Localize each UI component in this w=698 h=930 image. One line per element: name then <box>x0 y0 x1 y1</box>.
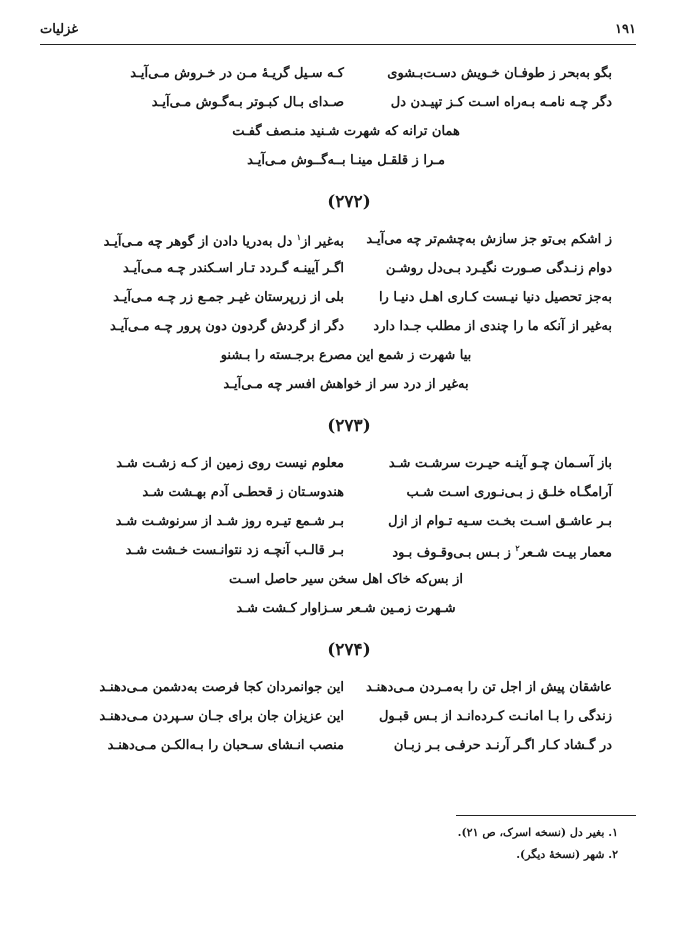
second-hemistich: این عزیزان جان برای جـان سـپردن مـی‌دهنـد <box>99 709 344 724</box>
closing-line: همان ترانه که شهرت شـنید منـصف گفـت <box>232 124 460 139</box>
second-hemistich: صـدای بـال کبـوتر بـه‌گـوش مـی‌آیـد <box>151 95 344 110</box>
couplet <box>0 257 698 286</box>
page-number: ۱۹۱ <box>615 22 636 37</box>
footnote-marker: ۲ <box>515 543 520 553</box>
first-hemistich <box>362 543 612 560</box>
hemistich-part: به‌غیر از <box>301 234 344 250</box>
header-rule <box>40 44 636 45</box>
couplet <box>0 91 698 120</box>
second-hemistich: هندوسـتان ز قحطـی آدم بهـشت شـد <box>142 485 344 500</box>
first-hemistich: عاشقان پیش از اجل تن را به‌مـردن مـی‌دهنـد <box>366 680 612 695</box>
hemistich-part: معمار بیـت شـعر <box>519 545 612 561</box>
first-hemistich: ز اشکم بی‌تو جز سازش به‌چشم‌تر چه می‌آیـد <box>366 232 612 247</box>
page-content <box>0 62 698 763</box>
poem-number: (۲۷۴) <box>327 640 371 660</box>
closing-line: شـهرت زمـین شـعر سـزاوار کـشت شـد <box>236 601 456 616</box>
second-hemistich: معلوم نیست روی زمین از کـه زشـت شـد <box>116 456 344 471</box>
running-title: غزلیات <box>40 22 79 37</box>
second-hemistich: بـر شـمع تیـره روز شـد از سرنوشـت شـد <box>115 514 344 529</box>
first-hemistich: در گـشاد کـار اگـر آرنـد حرفـی بـر زبـان <box>393 738 612 753</box>
page-header <box>40 18 636 42</box>
first-hemistich: بگو به‌بحر ز طوفـان خـویش دسـت‌بـشوی <box>387 66 612 81</box>
first-hemistich: به‌جز تحصیل دنیا نیـست کـاری اهـل دنیـا را <box>378 290 612 305</box>
poem-continuation <box>0 62 698 178</box>
poem-number: (۲۷۲) <box>327 192 371 212</box>
second-hemistich <box>74 232 344 249</box>
couplet <box>0 228 698 257</box>
poem-274 <box>0 626 698 763</box>
footnote-rule <box>456 815 636 816</box>
poem-273 <box>0 402 698 626</box>
first-hemistich: دوام زنـدگی صـورت نگیـرد بـی‌دل روشـن <box>385 261 612 276</box>
second-hemistich: بـر قالـب آنچـه زد نتوانـست خـشت شـد <box>125 543 344 558</box>
closing-line: به‌غیر از درد سر از خواهش افسر چه مـی‌آیـد <box>223 377 469 392</box>
closing-line: مـرا ز قلقـل مینـا بــه‌گــوش مـی‌آیـد <box>247 153 445 168</box>
couplet <box>0 676 698 705</box>
second-hemistich: بلی از زرپرستان غیـر جمـع زر چـه مـی‌آیـد <box>113 290 344 305</box>
couplet <box>0 510 698 539</box>
couplet <box>0 452 698 481</box>
second-hemistich: این جوانمردان کجا فرصت به‌دشمن مـی‌دهنـد <box>99 680 344 695</box>
poem-number: (۲۷۳) <box>327 416 371 436</box>
couplet <box>0 315 698 344</box>
second-hemistich: اگـر آیینـه گـردد تـار اسـکندر چـه مـی‌آیـد <box>122 261 344 276</box>
second-hemistich: دگر از گردش گردون دون پرور چـه مـی‌آیـد <box>110 319 344 334</box>
first-hemistich: آرامگـاه خلـق ز بـی‌نـوری اسـت شـب <box>406 485 612 500</box>
couplet <box>0 705 698 734</box>
couplet <box>0 481 698 510</box>
second-hemistich: منصب انـشای سـحبان را بـه‌الکـن مـی‌دهنـد <box>107 738 344 753</box>
footnote: ۱. بغیر دل (نسخه اسرک، ص ۲۱). <box>457 826 618 839</box>
couplet <box>0 539 698 568</box>
closing-line: بیا شهرت ز شمع این مصرع برجـسته را بـشنو <box>220 348 472 363</box>
hemistich-part: دل به‌دریا دادن از گوهر چه مـی‌آیـد <box>103 234 297 250</box>
footnote: ۲. شهر (نسخهٔ دیگر). <box>516 848 618 861</box>
first-hemistich: دگر چـه نامـه بـه‌راه اسـت کـز تپیـدن دل <box>390 95 612 110</box>
hemistich-part: ز بـس بـی‌وقـوف بـود <box>392 545 516 561</box>
couplet <box>0 286 698 315</box>
first-hemistich: باز آسـمان چـو آینـه حیـرت سرشـت شـد <box>388 456 612 471</box>
footnote-marker: ۱ <box>296 232 302 242</box>
second-hemistich: کـه سـیل گریـهٔ مـن در خـروش مـی‌آیـد <box>130 66 344 81</box>
poem-272 <box>0 178 698 402</box>
footnotes <box>458 826 618 870</box>
couplet <box>0 734 698 763</box>
couplet <box>0 62 698 91</box>
first-hemistich: بـر عاشـق اسـت بخـت سـیه تـوام از ازل <box>388 514 612 529</box>
first-hemistich: زندگی را بـا امانـت کـرده‌انـد از بـس قبـول <box>378 709 612 724</box>
first-hemistich: به‌غیر از آنکه ما را چندی از مطلب جـدا دارد <box>373 319 612 334</box>
closing-line: از بس‌که خاک اهل سخن سیر حاصل اسـت <box>229 572 463 587</box>
